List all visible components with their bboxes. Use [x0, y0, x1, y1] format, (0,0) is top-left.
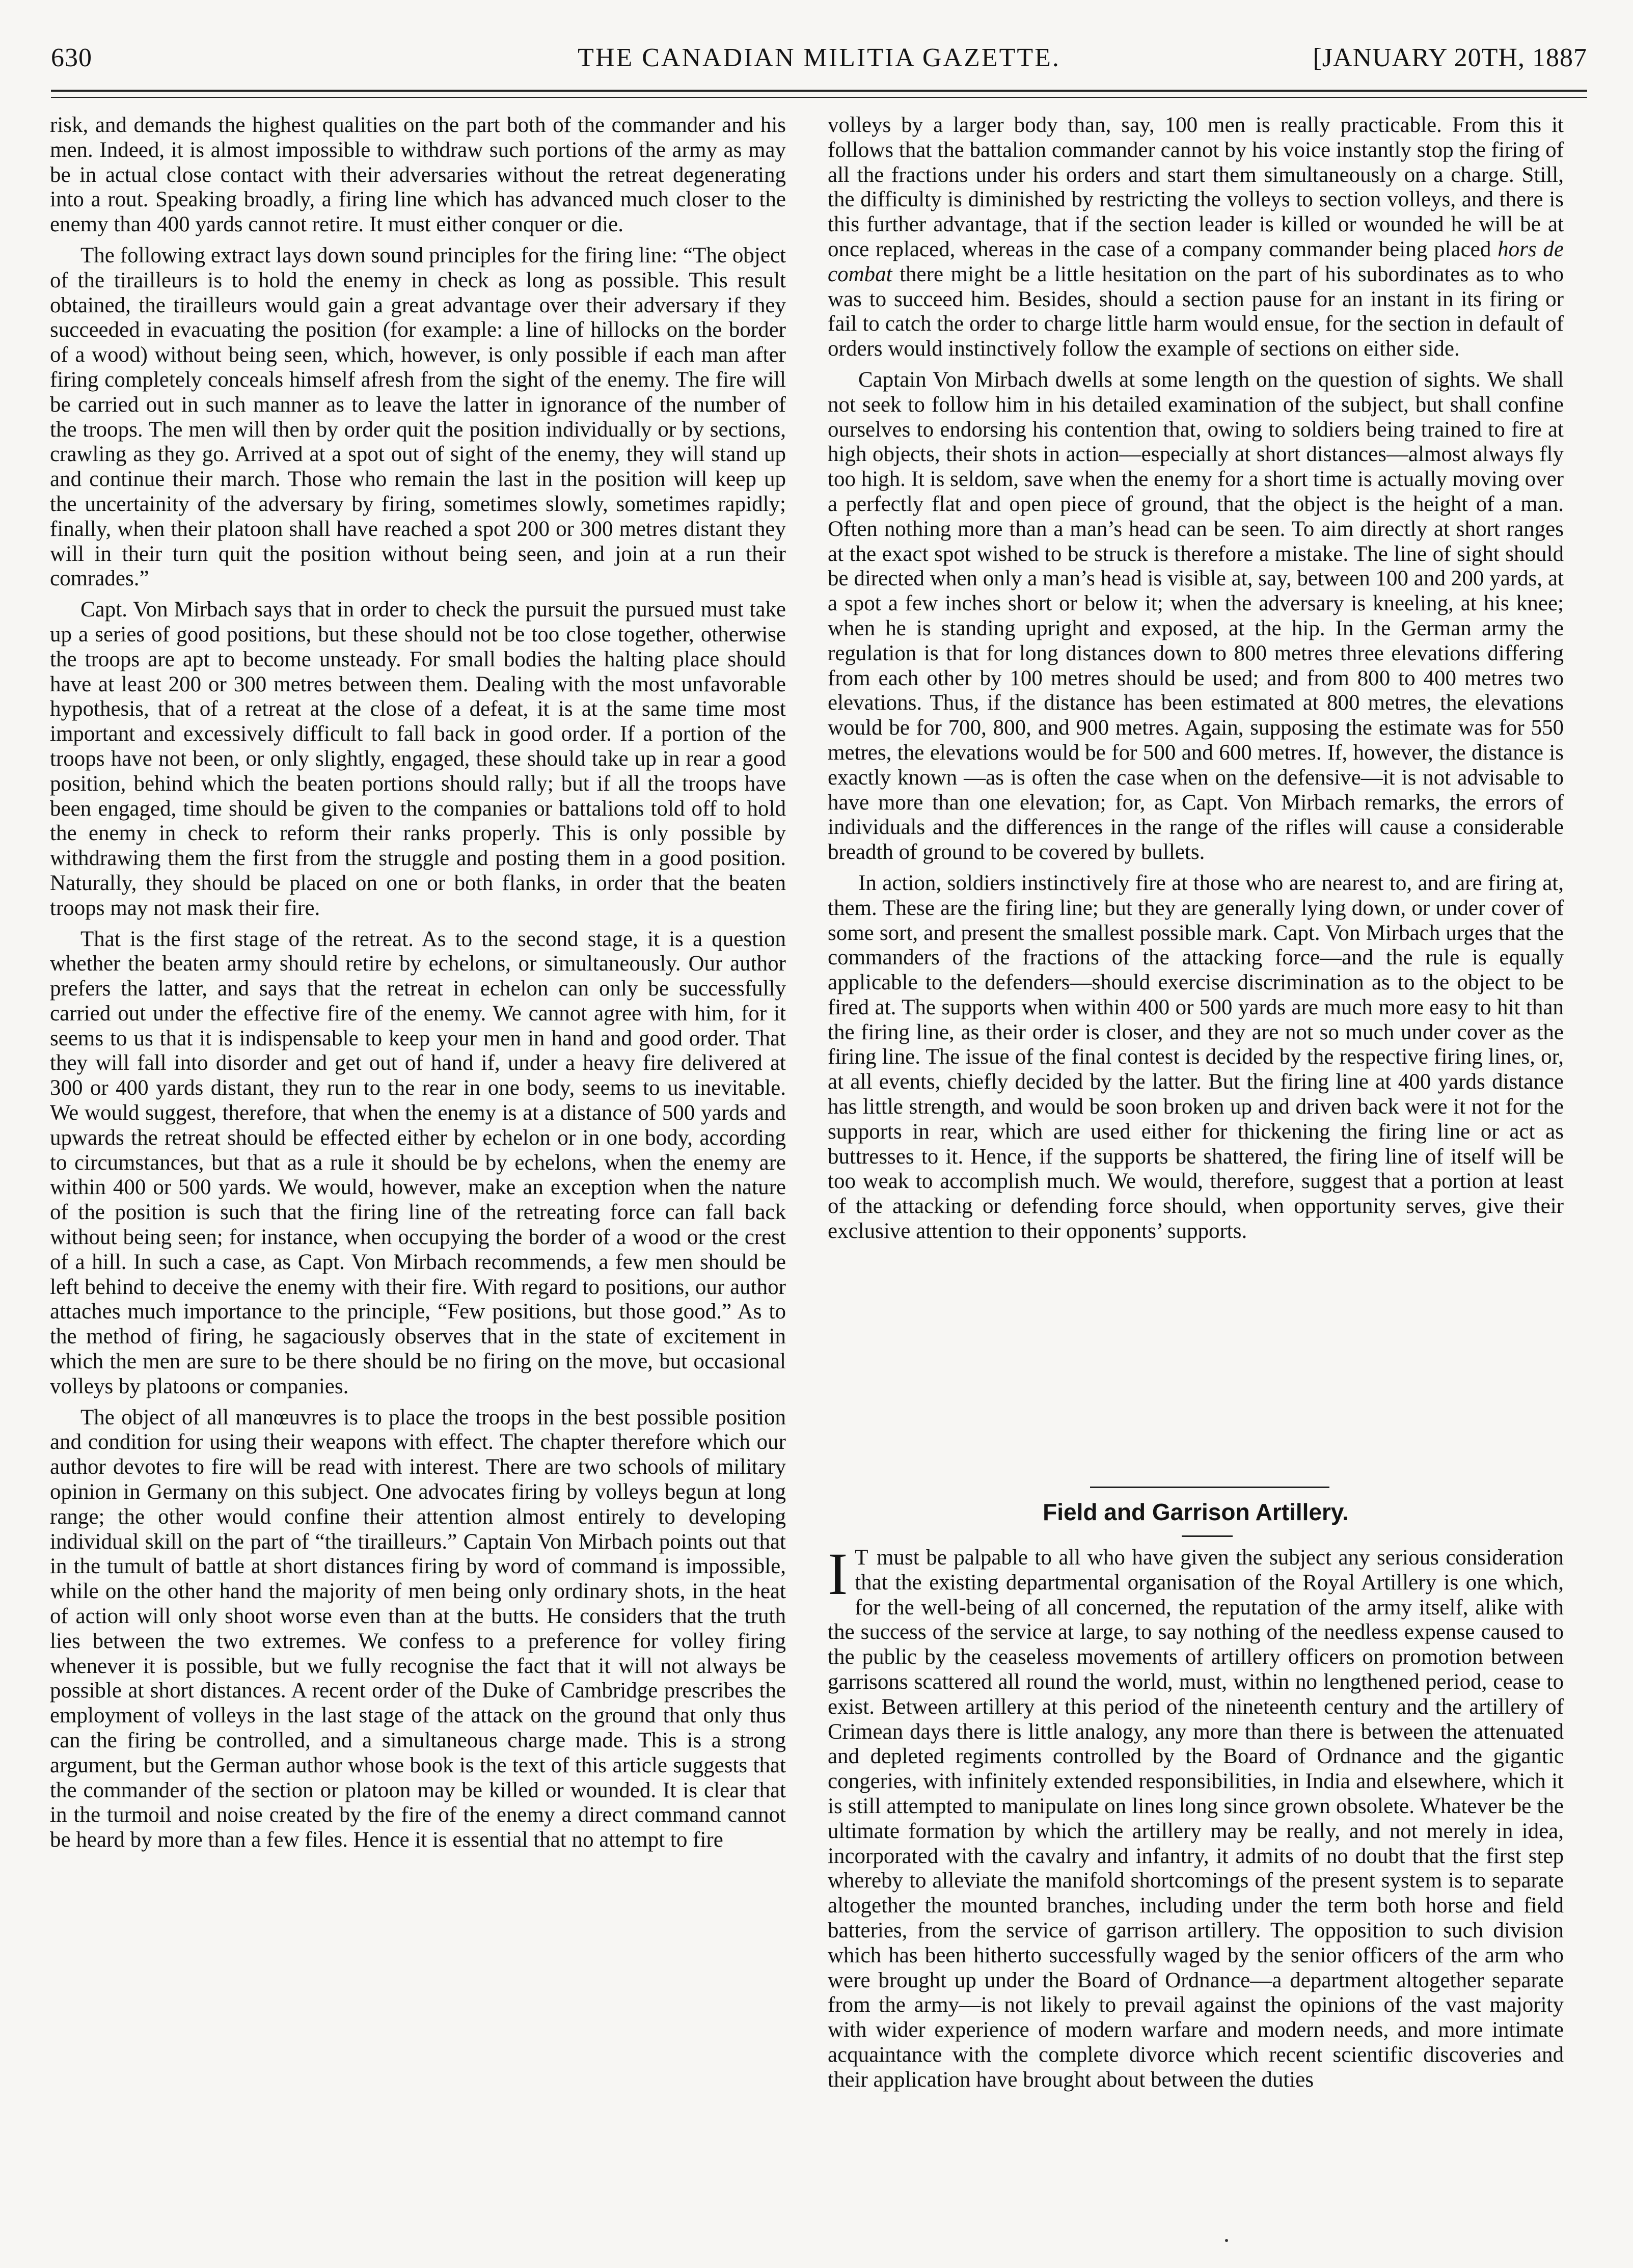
paragraph: risk, and demands the highest qualities on the part both of the commander and his men. Indeed, it is almost impossible to withdraw such portions of the army as may be in actual close contact with their adversaries without the retreat degenerating into a rout. Speaking broadly, a firing line which has advanced much closer to the enemy than 400 yards cannot retire. It must either conquer or die.	[50, 113, 786, 237]
page-header	[51, 36, 1587, 76]
italic-phrase: hors de combat	[828, 237, 1564, 286]
header-rule	[51, 90, 1587, 98]
drop-cap: I	[828, 1541, 848, 1607]
paragraph: In action, soldiers instinctively fire at those who are nearest to, and are firing at, them. These are the firing line; but they are generally lying down, or under cover of some sort, and present the smallest possible mark. Capt. Von Mirbach urges that the commanders of the fractions of the attacking force—and the rule is equally applicable to the defenders—should exercise discrimination as to the object to be fired at. The supports when within 400 or 500 yards are much more easy to hit than the firing line, as their order is closer, and they are not so much under cover as the firing line. The issue of the final contest is decided by the respective firing lines, or, at all events, chiefly decided by the latter. But the firing line at 400 yards distance has little strength, and would be soon broken up and driven back were it not for the supports in rear, which are used either for thickening the firing line or act as buttresses to it. Hence, if the supports be shattered, the firing line of itself will be too weak to accomplish much. We would, therefore, suggest that a portion at least of the attacking or defending force should, when opportunity serves, give their exclusive attention to their opponents’ supports.	[828, 871, 1564, 1244]
paragraph-text: must be palpable to all who have given the subject any serious consideration that the existing departmental organisation of the Royal Artillery is one which, for the well-being of all concerned, the reputation of the army itself, alike with the success of the service at large, to say nothing of the needless expense caused to the public by the ceaseless movements of artillery officers on promotion between garrisons scattered all round the world, must, within no lengthened period, cease to exist. Between artillery at this period of the nineteenth century and the artillery of Crimean days there is little analogy, any more than there is between the attenuated and depleted regiments controlled by the Board of Ordnance and the gigantic congeries, with infinitely extended responsibilities, in India and elsewhere, which it is still attempted to manipulate on lines long since grown obsolete. Whatever be the ultimate formation by which the artillery may be really, and not merely in idea, incorporated with the cavalry and infantry, it admits of no doubt that the first step whereby to alleviate the manifold shortcomings of the present system is to separate altogether the mounted branches, including under the term both horse and field batteries, from the service of garrison artillery. The opposition to such division which has been hitherto successfully waged by the senior officers of the arm who were brought up under the Board of Ordnance—a department altogether separate from the army—is not likely to prevail against the opinions of the vast majority with wider experience of modern warfare and modern needs, and more intimate acquaintance with the complete divorce which recent scientific discoveries and their application have brought about between the duties	[828, 1546, 1564, 2092]
heading-underline	[1182, 1535, 1233, 1537]
lead-letter: T	[855, 1546, 870, 1570]
right-column	[828, 113, 1564, 1250]
paragraph: Capt. Von Mirbach says that in order to check the pursuit the pursued must take up a series of good positions, but these should not be too close together, otherwise the troops are apt to become unsteady. For small bodies the halting place should have at least 200 or 300 metres between them. Dealing with the most unfavorable hypothesis, that of a retreat at the close of a defeat, it is at the same time most important and excessively difficult to fall back in good order. If a portion of the troops have not been, or only slightly, engaged, these should take up in rear a good position, behind which the beaten portions should rally; but if all the troops have been engaged, time should be given to the companies or battalions told off to hold the enemy in check to reform their ranks properly. This is only possible by withdrawing them the first from the struggle and posting them in a good position. Naturally, they should be placed on one or both flanks, in order that the beaten troops may not mask their fire.	[50, 598, 786, 920]
section-heading: Field and Garrison Artillery.	[1043, 1499, 1349, 1525]
paragraph	[828, 113, 1564, 362]
print-speck	[1225, 2239, 1228, 2242]
paragraph: Captain Von Mirbach dwells at some length on the question of sights. We shall not seek to follow him in his detailed examination of the subject, but shall confine ourselves to endorsing his contention that, owing to soldiers being trained to fire at high objects, their shots in action—especially at short distances—almost always fly too high. It is seldom, save when the enemy for a short time is actually moving over a perfectly flat and open piece of ground, that the object is the height of a man. Often nothing more than a man’s head can be seen. To aim directly at short ranges at the exact spot wished to be struck is therefore a mistake. The line of sight should be directed when only a man’s head is visible at, say, between 100 and 200 yards, at a spot a few inches short or below it; when the adversary is kneeling, at his knee; when he is standing upright and exposed, at the hip. In the German army the regulation is that for long distances down to 800 metres three elevations differing from each other by 100 metres should be used; and from 800 to 400 metres two elevations. Thus, if the distance has been estimated at 800 metres, the elevations would be for 700, 800, and 900 metres. Again, supposing the estimate was for 550 metres, the elevations would be for 500 and 600 metres. If, however, the distance is exactly known —as is often the case when on the defensive—it is not advisable to have more than one elevation; for, as Capt. Von Mirbach remarks, the errors of individuals and the differences in the range of the rifles will cause a considerable breadth of ground to be covered by bullets.	[828, 367, 1564, 865]
paragraph: The following extract lays down sound principles for the firing line: “The object of the tirailleurs is to hold the enemy in check as long as possible. This result obtained, the tirailleurs would gain a great advantage over their adversary if they succeeded in evacuating the position (for example: a line of hillocks on the border of a wood) without being seen, which, however, is only possible if each man after firing completely conceals himself afresh from the sight of the enemy. The fire will be carried out in such manner as to leave the latter in ignorance of the number of the troops. The men will then by order quit the position individually or by sections, crawling as they go. Arrived at a spot out of sight of the enemy, they will stand up and continue their march. Those who remain the last in the position will keep up the uncertainity of the adversary by firing, sometimes slowly, sometimes rapidly; finally, when their platoon shall have reached a spot 200 or 300 metres distant they will in their turn quit the position without being seen, and join at a run their comrades.”	[50, 243, 786, 591]
issue-date: [JANUARY 20TH, 1887	[1313, 43, 1587, 72]
paragraph	[828, 1541, 1564, 2093]
page-number: 630	[51, 43, 92, 72]
section-divider	[1090, 1487, 1329, 1488]
paragraph-text: volleys by a larger body than, say, 100 men is really practicable. From this it follows that the battalion commander cannot by his voice instantly stop the firing of all the fractions under his orders and start them simultaneously on a charge. Still, the difficulty is diminished by restricting the volleys to section volleys, and there is this further advantage, that if the section leader is killed or wounded he will be at once replaced, whereas in the case of a company commander being placed	[828, 113, 1564, 261]
publication-title: THE CANADIAN MILITIA GAZETTE.	[578, 43, 1060, 72]
paragraph: That is the first stage of the retreat. As to the second stage, it is a question whether the beaten army should retire by echelons, or simultaneously. Our author prefers the latter, and says that the retreat in echelon can only be successfully carried out under the effective fire of the enemy. We cannot agree with him, for it seems to us that it is indispensable to keep your men in hand and good order. That they will fall into disorder and get out of hand if, under a heavy fire delivered at 300 or 400 yards distant, they run to the rear in one body, seems to us inevitable. We would suggest, therefore, that when the enemy is at a distance of 500 yards and upwards the retreat should be effected either by echelon or in one body, according to circumstances, but that as a rule it should be by echelons, when the enemy are within 400 or 500 yards. We would, however, make an exception when the nature of the position is such that the firing line of the retreating force can fall back without being seen; for instance, when occupying the border of a wood or the crest of a hill. In such a case, as Capt. Von Mirbach recommends, a few men should be left behind to deceive the enemy with their fire. With regard to positions, our author attaches much importance to the principle, “Few positions, but those good.” As to the method of firing, he sagaciously observes that in the state of excitement in which the men are sure to be there should be no firing on the move, but occasional volleys by platoons or companies.	[50, 927, 786, 1398]
artillery-article	[828, 1541, 1564, 2093]
paragraph: The object of all manœuvres is to place the troops in the best possible position and condition for using their weapons with effect. The chapter therefore which our author devotes to fire will be read with interest. There are two schools of military opinion in Germany on this subject. One advocates firing by volleys begun at long range; the other would confine their attention almost entirely to developing individual skill on the part of “the tirailleurs.” Captain Von Mirbach points out that in the tumult of battle at short distances firing by word of command is impossible, while on the other hand the majority of men being only ordinary shots, in the heat of action will only shoot worse even than at the butts. He considers that the truth lies between the two extremes. We confess to a preference for volley firing whenever it is possible, but we fully recognise the fact that it will not always be possible at short distances. A recent order of the Duke of Cambridge prescribes the employment of volleys in the last stage of the attack on the ground that only thus can the firing be controlled, and a simultaneous charge made. This is a strong argument, but the German author whose book is the text of this article suggests that the commander of the section or platoon may be killed or wounded. It is clear that in the turmoil and noise created by the fire of the enemy a direct command cannot be heard by more than a few files. Hence it is essential that no attempt to fire	[50, 1405, 786, 1852]
paragraph-text: there might be a little hesitation on the part of his subordinates as to who was to succeed him. Besides, should a section pause for an instant in its firing or fail to catch the order to charge little harm would ensue, for the section in default of orders would instinctively follow the example of sections on either side.	[828, 262, 1564, 361]
left-column	[50, 113, 786, 1859]
